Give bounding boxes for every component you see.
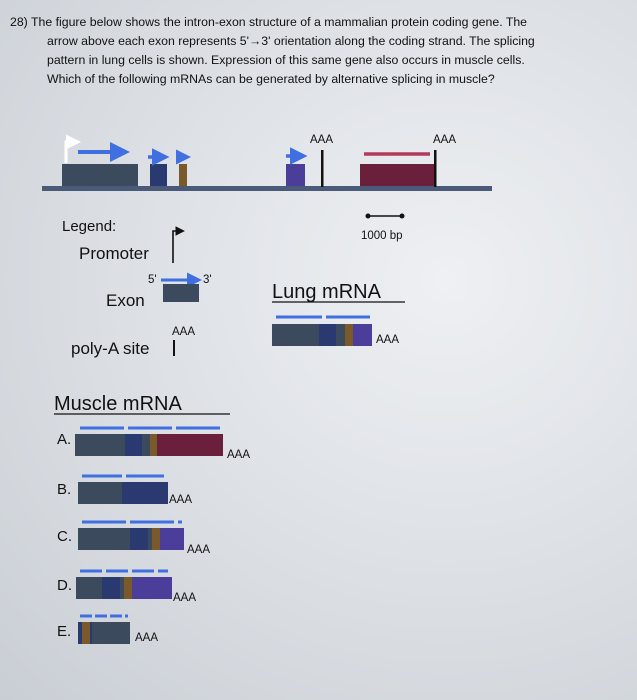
gene-structure (42, 134, 492, 191)
option-b[interactable] (57, 476, 192, 506)
option-a[interactable] (57, 428, 250, 461)
question-line-2: arrow above each exon represents 5'→3' orientation along the coding strand. The splicing (47, 34, 535, 48)
option-c-tail: AAA (187, 544, 211, 556)
question-line-3: pattern in lung cells is shown. Expression of this same gene also occurs in muscle cells. (47, 53, 525, 67)
option-b-letter: B. (57, 481, 72, 498)
question-line-1: 28) The figure below shows the intron-exon structure of a mammalian protein coding gene. The (10, 15, 528, 29)
option-a-letter: A. (57, 431, 72, 448)
gene-polya-site-1 (310, 134, 333, 187)
option-d[interactable] (57, 571, 196, 604)
gene-exon-2 (148, 157, 167, 186)
option-b-tail: AAA (169, 494, 193, 506)
legend-polya-icon (172, 326, 195, 356)
option-c[interactable] (57, 522, 210, 556)
legend-polya-label: poly-A site (71, 339, 150, 358)
gene-polya-label-2: AAA (433, 134, 457, 146)
gene-exon-small (176, 157, 188, 186)
gene-promoter-icon (66, 142, 78, 163)
legend-title: Legend: (62, 218, 117, 235)
question-line-4: Which of the following mRNAs can be generated by alternative splicing in muscle? (47, 72, 495, 86)
option-d-tail: AAA (173, 592, 197, 604)
legend-scale-label: 1000 bp (361, 230, 403, 242)
legend-scale-bar (361, 214, 405, 243)
legend-exon-label: Exon (106, 291, 145, 310)
legend-polya-aaa: AAA (172, 326, 196, 338)
lung-mrna-tail: AAA (376, 334, 400, 346)
lung-mrna-title: Lung mRNA (272, 281, 381, 303)
legend-promoter-label: Promoter (79, 244, 149, 263)
legend-five-prime: 5' (148, 274, 157, 286)
option-d-letter: D. (57, 577, 72, 594)
option-c-letter: C. (57, 528, 72, 545)
legend-exon-icon (161, 280, 199, 302)
gene-exon-4 (360, 154, 434, 186)
muscle-mrna-title: Muscle mRNA (54, 393, 182, 415)
gene-line (42, 186, 492, 191)
option-e[interactable] (57, 616, 158, 644)
option-e-letter: E. (57, 623, 72, 640)
gene-exon-1 (62, 152, 138, 186)
gene-exon-3 (286, 156, 305, 186)
gene-polya-site-2 (433, 134, 456, 187)
option-a-tail: AAA (227, 449, 251, 461)
legend-three-prime: 3' (203, 274, 212, 286)
lung-mrna-strand (272, 317, 372, 346)
lung-mrna (272, 281, 405, 346)
question-number: 28) (10, 15, 28, 29)
legend-promoter-icon (173, 231, 183, 263)
muscle-mrna (54, 393, 250, 644)
option-e-tail: AAA (135, 632, 159, 644)
gene-polya-label-1: AAA (310, 134, 334, 146)
